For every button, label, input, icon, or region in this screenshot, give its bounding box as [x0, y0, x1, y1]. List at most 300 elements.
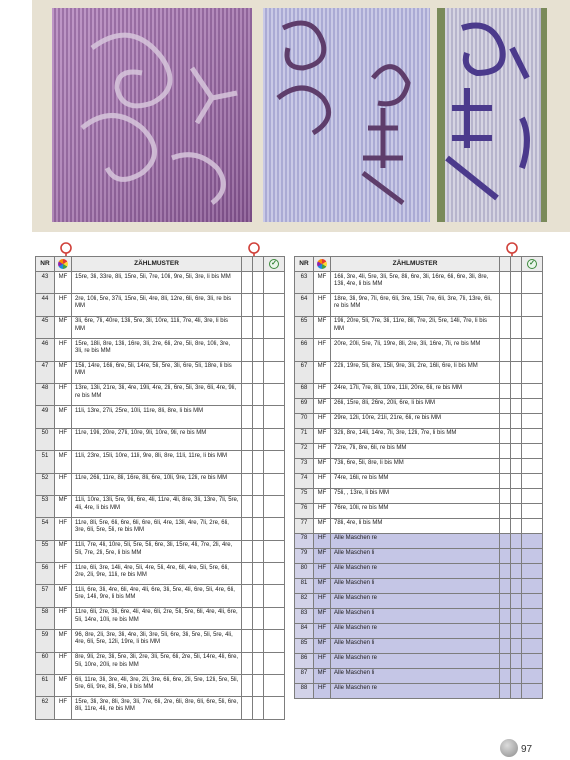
row-pattern: 15re, 3li, 33re, 8li, 15re, 5li, 7re, 10li, 9re, 5li, 3re, li bis MM — [72, 272, 242, 294]
marker-header — [500, 257, 511, 272]
row-side: HF — [314, 294, 331, 316]
row-side: MF — [314, 398, 331, 413]
marker-cell[interactable] — [500, 361, 511, 383]
marker-cell[interactable] — [511, 638, 522, 653]
row-pattern: 11li, 6re, 3li, 4re, 6li, 4re, 4li, 6re, 3li, 5re, 4li, 6re, 5li, 4re, 6li, 5re, 14li, 9re, li bis MM — [72, 585, 242, 607]
row-side: HF — [55, 652, 72, 674]
row-side: MF — [314, 316, 331, 338]
check-cell[interactable] — [522, 488, 543, 503]
row-number: 83 — [295, 608, 314, 623]
row-side: HF — [55, 563, 72, 585]
check-cell[interactable] — [522, 668, 543, 683]
table-row — [36, 585, 285, 607]
table-row — [295, 563, 543, 578]
row-pattern: 11li, 23re, 15li, 10re, 11li, 9re, 8li, 8re, 11li, 11re, li bis MM — [72, 451, 242, 473]
marker-cell[interactable] — [511, 548, 522, 563]
marker-cell[interactable] — [242, 607, 253, 629]
marker-cell[interactable] — [253, 585, 264, 607]
row-number: 49 — [36, 406, 55, 428]
row-side: HF — [314, 473, 331, 488]
row-number: 68 — [295, 383, 314, 398]
check-cell[interactable] — [264, 675, 285, 697]
marker-cell[interactable] — [253, 697, 264, 719]
marker-cell[interactable] — [511, 443, 522, 458]
marker-cell[interactable] — [511, 608, 522, 623]
nr-header: NR — [295, 257, 314, 272]
row-side: HF — [314, 413, 331, 428]
marker-cell[interactable] — [242, 294, 253, 316]
marker-cell[interactable] — [511, 458, 522, 473]
table-row — [295, 533, 543, 548]
row-side: MF — [55, 451, 72, 473]
marker-cell[interactable] — [242, 540, 253, 562]
row-side: HF — [55, 697, 72, 719]
check-cell[interactable] — [264, 495, 285, 517]
check-cell[interactable] — [522, 683, 543, 698]
check-cell[interactable] — [264, 697, 285, 719]
row-number: 88 — [295, 683, 314, 698]
row-number: 74 — [295, 473, 314, 488]
marker-cell[interactable] — [500, 272, 511, 294]
row-number: 58 — [36, 607, 55, 629]
marker-cell[interactable] — [500, 653, 511, 668]
table-row — [295, 683, 543, 698]
row-pattern: 15li, 14re, 16li, 6re, 5li, 14re, 5li, 5re, 3li, 6re, 5li, 18re, li bis MM — [72, 361, 242, 383]
marker-cell[interactable] — [500, 608, 511, 623]
row-pattern: Alle Maschen re — [331, 533, 500, 548]
marker-cell[interactable] — [253, 540, 264, 562]
marker-cell[interactable] — [500, 533, 511, 548]
row-side: MF — [314, 428, 331, 443]
check-cell[interactable] — [522, 638, 543, 653]
row-pattern: Alle Maschen re — [331, 653, 500, 668]
marker-cell[interactable] — [511, 473, 522, 488]
marker-cell[interactable] — [253, 406, 264, 428]
row-side: HF — [55, 339, 72, 361]
marker-cell[interactable] — [511, 339, 522, 361]
table-row — [36, 272, 285, 294]
row-number: 61 — [36, 675, 55, 697]
row-pattern: 73li, 6re, 5li, 8re, li bis MM — [331, 458, 500, 473]
check-cell[interactable] — [522, 653, 543, 668]
row-pattern: 29re, 12li, 10re, 21li, 21re, 6li, re bis MM — [331, 413, 500, 428]
marker-cell[interactable] — [500, 294, 511, 316]
check-cell[interactable] — [264, 383, 285, 405]
marker-cell[interactable] — [242, 563, 253, 585]
table-row — [36, 406, 285, 428]
row-number: 60 — [36, 652, 55, 674]
row-pattern: 15re, 18li, 8re, 13li, 16re, 3li, 2re, 6li, 2re, 5li, 8re, 10li, 3re, 3li, re bis MM — [72, 339, 242, 361]
marker-cell[interactable] — [242, 383, 253, 405]
table-row — [295, 339, 543, 361]
marker-cell[interactable] — [253, 316, 264, 338]
marker-cell[interactable] — [500, 683, 511, 698]
table-row — [295, 638, 543, 653]
marker-cell[interactable] — [242, 272, 253, 294]
marker-cell[interactable] — [500, 398, 511, 413]
row-number: 44 — [36, 294, 55, 316]
row-number: 52 — [36, 473, 55, 495]
row-number: 71 — [295, 428, 314, 443]
knitted-shawl-photo-1 — [52, 8, 252, 222]
row-number: 45 — [36, 316, 55, 338]
check-header — [264, 257, 285, 272]
row-pattern: 24re, 17li, 7re, 8li, 10re, 11li, 20re, 6li, re bis MM — [331, 383, 500, 398]
row-number: 72 — [295, 443, 314, 458]
table-row — [295, 608, 543, 623]
marker-cell[interactable] — [511, 668, 522, 683]
row-number: 53 — [36, 495, 55, 517]
marker-cell[interactable] — [242, 630, 253, 652]
table-row — [36, 361, 285, 383]
row-side: HF — [314, 623, 331, 638]
table-row — [36, 495, 285, 517]
marker-cell[interactable] — [511, 623, 522, 638]
row-number: 54 — [36, 518, 55, 540]
marker-cell[interactable] — [253, 630, 264, 652]
marker-cell[interactable] — [253, 294, 264, 316]
table-row — [295, 623, 543, 638]
check-cell[interactable] — [522, 578, 543, 593]
marker-cell[interactable] — [242, 451, 253, 473]
row-pattern: Alle Maschen li — [331, 578, 500, 593]
table-row — [36, 294, 285, 316]
marker-cell[interactable] — [511, 578, 522, 593]
check-cell[interactable] — [522, 458, 543, 473]
row-number: 77 — [295, 518, 314, 533]
check-cell[interactable] — [522, 398, 543, 413]
marker-cell[interactable] — [242, 428, 253, 450]
row-number: 50 — [36, 428, 55, 450]
table-row — [295, 518, 543, 533]
check-cell[interactable] — [522, 361, 543, 383]
row-side: MF — [55, 540, 72, 562]
row-side: HF — [314, 653, 331, 668]
row-number: 65 — [295, 316, 314, 338]
color-wheel-icon — [58, 259, 68, 269]
row-side: MF — [314, 668, 331, 683]
row-pattern: Alle Maschen li — [331, 608, 500, 623]
table-row — [295, 361, 543, 383]
row-number: 80 — [295, 563, 314, 578]
check-cell[interactable] — [264, 339, 285, 361]
marker-cell[interactable] — [500, 623, 511, 638]
marker-cell[interactable] — [253, 428, 264, 450]
row-pattern: 74re, 16li, re bis MM — [331, 473, 500, 488]
check-cell[interactable] — [264, 585, 285, 607]
marker-cell[interactable] — [511, 503, 522, 518]
row-side: MF — [314, 548, 331, 563]
row-pattern: 11re, 19li, 20re, 27li, 10re, 9li, 10re, 9li, re bis MM — [72, 428, 242, 450]
row-pattern: 78li, 4re, li bis MM — [331, 518, 500, 533]
row-number: 59 — [36, 630, 55, 652]
check-cell[interactable] — [522, 339, 543, 361]
check-cell[interactable] — [264, 406, 285, 428]
row-number: 62 — [36, 697, 55, 719]
marker-cell[interactable] — [253, 383, 264, 405]
row-number: 63 — [295, 272, 314, 294]
row-side: HF — [55, 428, 72, 450]
marker-cell[interactable] — [242, 339, 253, 361]
check-cell[interactable] — [264, 652, 285, 674]
check-cell[interactable] — [264, 451, 285, 473]
marker-cell[interactable] — [500, 503, 511, 518]
table-row — [295, 668, 543, 683]
marker-cell[interactable] — [511, 398, 522, 413]
check-cell[interactable] — [522, 608, 543, 623]
marker-cell[interactable] — [253, 339, 264, 361]
checkmark-icon: ✓ — [527, 259, 537, 269]
row-pattern: 13re, 13li, 21re, 3li, 4re, 19li, 4re, 2li, 6re, 5li, 3re, 6li, 4re, 9li, re bis MM — [72, 383, 242, 405]
row-number: 57 — [36, 585, 55, 607]
check-cell[interactable] — [264, 473, 285, 495]
row-side: HF — [314, 563, 331, 578]
check-cell[interactable] — [264, 316, 285, 338]
marker-cell[interactable] — [511, 593, 522, 608]
row-pattern: Alle Maschen re — [331, 683, 500, 698]
table-header — [36, 257, 285, 272]
marker-cell[interactable] — [511, 428, 522, 443]
table-row — [36, 428, 285, 450]
marker-cell[interactable] — [500, 638, 511, 653]
checkmark-icon: ✓ — [269, 259, 279, 269]
table-row — [36, 652, 285, 674]
table-row — [295, 316, 543, 338]
check-cell[interactable] — [264, 361, 285, 383]
marker-cell[interactable] — [253, 518, 264, 540]
table-row — [36, 473, 285, 495]
marker-cell[interactable] — [500, 668, 511, 683]
color-wheel-icon — [317, 259, 327, 269]
marker-cell[interactable] — [511, 294, 522, 316]
row-pattern: Alle Maschen re — [331, 563, 500, 578]
marker-cell[interactable] — [242, 473, 253, 495]
row-pattern: 11li, 10re, 13li, 5re, 9li, 6re, 4li, 11re, 4li, 8re, 3li, 13re, 7li, 5re, 4li, 4re, li bis MM — [72, 495, 242, 517]
check-cell[interactable] — [264, 563, 285, 585]
row-side: MF — [55, 272, 72, 294]
side-header — [314, 257, 331, 272]
row-number: 82 — [295, 593, 314, 608]
marker-cell[interactable] — [511, 518, 522, 533]
check-cell[interactable] — [522, 533, 543, 548]
marker-cell[interactable] — [500, 413, 511, 428]
marker-header — [511, 257, 522, 272]
check-cell[interactable] — [522, 443, 543, 458]
marker-cell[interactable] — [253, 272, 264, 294]
row-side: HF — [55, 607, 72, 629]
marker-cell[interactable] — [511, 488, 522, 503]
marker-cell[interactable] — [500, 548, 511, 563]
check-cell[interactable] — [522, 548, 543, 563]
marker-header — [242, 257, 253, 272]
row-pattern: Alle Maschen li — [331, 638, 500, 653]
pattern-header: ZÄHLMUSTER — [331, 257, 500, 272]
check-cell[interactable] — [522, 518, 543, 533]
table-row — [36, 630, 285, 652]
check-cell[interactable] — [522, 563, 543, 578]
check-cell[interactable] — [522, 294, 543, 316]
row-side: MF — [314, 458, 331, 473]
check-cell[interactable] — [264, 272, 285, 294]
row-pattern: Alle Maschen li — [331, 548, 500, 563]
row-side: HF — [314, 443, 331, 458]
row-pattern: 8re, 9li, 2re, 3li, 5re, 3li, 2re, 3li, 5re, 6li, 2re, 5li, 14re, 4li, 6re, 5li, 10re, 20li, re bis MM — [72, 652, 242, 674]
yarn-ball-icon — [500, 739, 518, 757]
marker-cell[interactable] — [500, 488, 511, 503]
marker-cell[interactable] — [500, 563, 511, 578]
row-side: MF — [55, 675, 72, 697]
marker-cell[interactable] — [242, 361, 253, 383]
marker-cell[interactable] — [253, 675, 264, 697]
row-pattern: 11re, 6li, 3re, 14li, 4re, 5li, 4re, 5li, 4re, 6li, 4re, 5li, 5re, 6li, 2re, 2li, 9re, 11li, re bis MM — [72, 563, 242, 585]
nr-header: NR — [36, 257, 55, 272]
check-cell[interactable] — [264, 518, 285, 540]
row-number: 86 — [295, 653, 314, 668]
marker-cell[interactable] — [511, 563, 522, 578]
row-pattern: Alle Maschen li — [331, 668, 500, 683]
check-cell[interactable] — [264, 607, 285, 629]
marker-cell[interactable] — [253, 495, 264, 517]
marker-cell[interactable] — [500, 428, 511, 443]
row-number: 51 — [36, 451, 55, 473]
row-pattern: Alle Maschen re — [331, 623, 500, 638]
row-pattern: 26li, 15re, 8li, 26re, 20li, 6re, li bis MM — [331, 398, 500, 413]
row-side: MF — [55, 585, 72, 607]
marker-cell[interactable] — [511, 383, 522, 398]
row-number: 75 — [295, 488, 314, 503]
table-row — [295, 428, 543, 443]
row-pattern: 11re, 26li, 11re, 8li, 16re, 8li, 6re, 10li, 9re, 12li, re bis MM — [72, 473, 242, 495]
row-side: MF — [55, 361, 72, 383]
row-side: HF — [55, 294, 72, 316]
table-row — [36, 697, 285, 719]
check-cell[interactable] — [264, 294, 285, 316]
marker-cell[interactable] — [242, 495, 253, 517]
row-side: MF — [314, 518, 331, 533]
row-pattern: 96, 8re, 2li, 3re, 3li, 4re, 3li, 3re, 5li, 6re, 3li, 5re, 5li, 5re, 4li, 4re, 6li, 5re, 12li, 19re, li bis MM — [72, 630, 242, 652]
marker-cell[interactable] — [500, 473, 511, 488]
table-row — [36, 540, 285, 562]
check-cell[interactable] — [264, 428, 285, 450]
check-cell[interactable] — [522, 473, 543, 488]
knitting-chart-table-right — [294, 256, 543, 699]
row-side: MF — [314, 488, 331, 503]
table-row — [36, 451, 285, 473]
marker-cell[interactable] — [511, 316, 522, 338]
marker-cell[interactable] — [242, 675, 253, 697]
table-row — [36, 383, 285, 405]
row-pattern: 11re, 6li, 2re, 3li, 6re, 4li, 4re, 6li, 2re, 5li, 5re, 6li, 4re, 4li, 6re, 5li, 14re, 10li, re bis MM — [72, 607, 242, 629]
check-cell[interactable] — [522, 316, 543, 338]
marker-cell[interactable] — [500, 316, 511, 338]
row-number: 43 — [36, 272, 55, 294]
row-side: HF — [55, 383, 72, 405]
marker-cell[interactable] — [253, 451, 264, 473]
row-number: 48 — [36, 383, 55, 405]
table-row — [36, 339, 285, 361]
row-pattern: 11re, 8li, 5re, 6li, 6re, 6li, 6re, 6li, 4re, 13li, 4re, 7li, 2re, 6li, 3re, 6li, 5re, 5li, re bis MM — [72, 518, 242, 540]
row-side: MF — [55, 495, 72, 517]
marker-cell[interactable] — [511, 413, 522, 428]
table-row — [295, 398, 543, 413]
check-cell[interactable] — [522, 272, 543, 294]
marker-cell[interactable] — [500, 383, 511, 398]
marker-cell[interactable] — [242, 518, 253, 540]
side-header — [55, 257, 72, 272]
table-row — [295, 413, 543, 428]
row-pattern: 11li, 13re, 27li, 25re, 10li, 11re, 8li, 8re, li bis MM — [72, 406, 242, 428]
marker-cell[interactable] — [500, 443, 511, 458]
row-side: HF — [314, 533, 331, 548]
marker-cell[interactable] — [500, 593, 511, 608]
marker-cell[interactable] — [253, 361, 264, 383]
check-cell[interactable] — [264, 630, 285, 652]
row-pattern: 2re, 10li, 5re, 37li, 15re, 5li, 4re, 8li, 12re, 6li, 6re, 3li, re bis MM — [72, 294, 242, 316]
marker-cell[interactable] — [511, 272, 522, 294]
knitted-shawl-photo-2 — [263, 8, 430, 222]
table-row — [36, 607, 285, 629]
table-row — [295, 578, 543, 593]
table-row — [295, 272, 543, 294]
marker-cell[interactable] — [242, 406, 253, 428]
check-cell[interactable] — [522, 623, 543, 638]
marker-cell[interactable] — [511, 653, 522, 668]
check-cell[interactable] — [522, 593, 543, 608]
row-pattern: 3li, 6re, 7li, 40re, 13li, 5re, 3li, 10re, 11li, 7re, 4li, 3re, li bis MM — [72, 316, 242, 338]
row-number: 78 — [295, 533, 314, 548]
marker-cell[interactable] — [242, 585, 253, 607]
row-side: MF — [314, 638, 331, 653]
marker-cell[interactable] — [500, 458, 511, 473]
marker-cell[interactable] — [253, 607, 264, 629]
table-row — [295, 653, 543, 668]
marker-cell[interactable] — [500, 578, 511, 593]
row-pattern: 22li, 19re, 5li, 8re, 15li, 9re, 3li, 2re, 16li, 6re, li bis MM — [331, 361, 500, 383]
check-cell[interactable] — [264, 540, 285, 562]
marker-cell[interactable] — [511, 683, 522, 698]
marker-cell[interactable] — [511, 361, 522, 383]
row-side: HF — [55, 518, 72, 540]
row-number: 87 — [295, 668, 314, 683]
marker-cell[interactable] — [242, 652, 253, 674]
marker-cell[interactable] — [253, 473, 264, 495]
row-pattern: 75li, , 13re, li bis MM — [331, 488, 500, 503]
marker-cell[interactable] — [253, 652, 264, 674]
check-cell[interactable] — [522, 383, 543, 398]
check-cell[interactable] — [522, 413, 543, 428]
marker-cell[interactable] — [500, 339, 511, 361]
row-pattern: Alle Maschen re — [331, 593, 500, 608]
row-pattern: 11li, 7re, 4li, 10re, 5li, 5re, 5li, 6re, 3li, 15re, 4li, 7re, 2li, 4re, 5li, 7re, 2li, 5re, li bis MM — [72, 540, 242, 562]
marker-cell[interactable] — [511, 533, 522, 548]
row-side: HF — [314, 339, 331, 361]
marker-cell[interactable] — [242, 697, 253, 719]
check-cell[interactable] — [522, 503, 543, 518]
row-pattern: 15re, 3li, 3re, 8li, 3re, 3li, 7re, 6li, 2re, 6li, 8re, 6li, 6re, 5li, 6re, 8li, 11re, 4li, re bis MM — [72, 697, 242, 719]
table-row — [295, 473, 543, 488]
table-row — [295, 548, 543, 563]
table-row — [295, 503, 543, 518]
row-number: 66 — [295, 339, 314, 361]
row-side: HF — [314, 683, 331, 698]
table-row — [295, 294, 543, 316]
check-cell[interactable] — [522, 428, 543, 443]
table-row — [295, 458, 543, 473]
marker-cell[interactable] — [242, 316, 253, 338]
marker-cell[interactable] — [500, 518, 511, 533]
marker-cell[interactable] — [253, 563, 264, 585]
row-number: 56 — [36, 563, 55, 585]
